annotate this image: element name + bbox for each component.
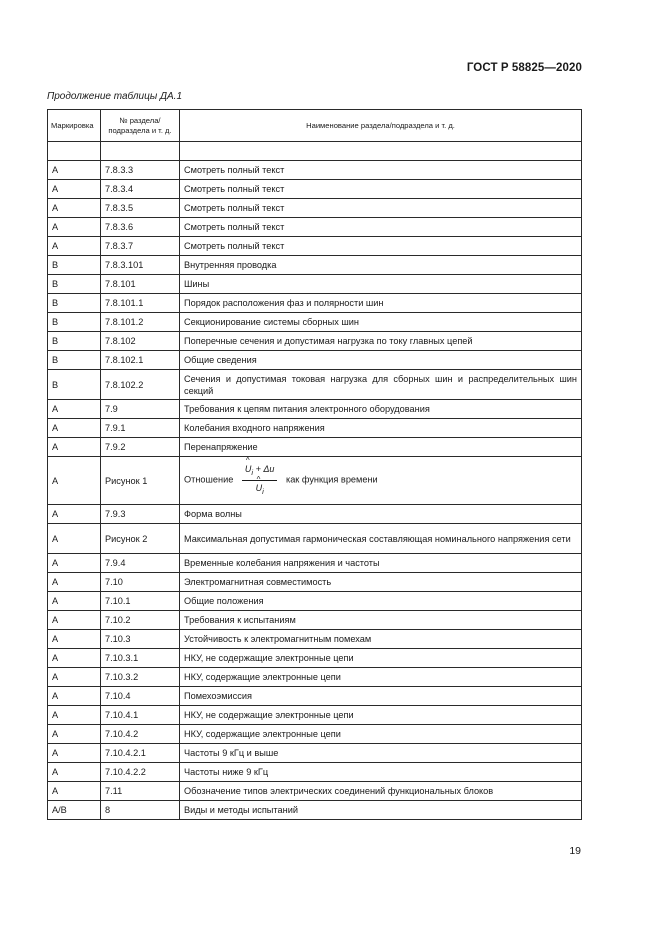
cell-marking: A: [48, 592, 101, 611]
cell-section-name: Помехоэмиссия: [180, 687, 582, 706]
cell-marking: A: [48, 725, 101, 744]
table-row: [48, 706, 582, 725]
cell-marking: A: [48, 457, 101, 505]
cell-section-name: Поперечные сечения и допустимая нагрузка по току главных цепей: [180, 332, 582, 351]
cell-section-name: Общие положения: [180, 592, 582, 611]
cell-section-number: 7.11: [101, 782, 180, 801]
cell-section-number: 7.10.3.1: [101, 649, 180, 668]
cell-marking: A/B: [48, 801, 101, 820]
table-row: [48, 649, 582, 668]
table-row: [48, 400, 582, 419]
cell-section-number: 8: [101, 801, 180, 820]
cell-marking: A: [48, 649, 101, 668]
cell-section-number: 7.10.4: [101, 687, 180, 706]
cell-section-name: Электромагнитная совместимость: [180, 573, 582, 592]
cell-section-number: 7.9.2: [101, 438, 180, 457]
cell-section-name: НКУ, содержащие электронные цепи: [180, 725, 582, 744]
table-row: [48, 438, 582, 457]
table-row: [48, 573, 582, 592]
cell-marking: B: [48, 256, 101, 275]
header-marking: Маркировка: [48, 110, 101, 142]
formula-suffix: как функция времени: [285, 474, 378, 485]
table-row: [48, 256, 582, 275]
table-header-row: [48, 110, 582, 142]
cell-marking: A: [48, 630, 101, 649]
cell-marking: A: [48, 763, 101, 782]
cell-section-number: 7.8.101.2: [101, 313, 180, 332]
cell-section-name: Устойчивость к электромагнитным помехам: [180, 630, 582, 649]
table-row: [48, 782, 582, 801]
cell-marking: A: [48, 744, 101, 763]
cell-marking: A: [48, 180, 101, 199]
cell-marking: A: [48, 438, 101, 457]
table-row: [48, 237, 582, 256]
cell-section-name: Порядок расположения фаз и полярности шин: [180, 294, 582, 313]
table-row: [48, 725, 582, 744]
cell-section-name: Требования к цепям питания электронного оборудования: [180, 400, 582, 419]
table-row: [48, 332, 582, 351]
cell-section-name: Колебания входного напряжения: [180, 419, 582, 438]
cell-section-name: Внутренняя проводка: [180, 256, 582, 275]
cell-marking: A: [48, 687, 101, 706]
cell-section-name: Шины: [180, 275, 582, 294]
page-number: 19: [569, 845, 581, 857]
table-row: [48, 161, 582, 180]
cell-section-number: 7.10.2: [101, 611, 180, 630]
cell-section-number: 7.10.4.2.2: [101, 763, 180, 782]
table-row: [48, 218, 582, 237]
cell-section-number: 7.8.3.3: [101, 161, 180, 180]
cell-section-number: 7.9.4: [101, 554, 180, 573]
cell-marking: B: [48, 294, 101, 313]
formula-denominator-variable: ^ U: [256, 482, 263, 494]
cell-marking: A: [48, 782, 101, 801]
cell-section-name: Требования к испытаниям: [180, 611, 582, 630]
voltage-ratio-formula: [242, 463, 278, 498]
table-row: [48, 687, 582, 706]
cell-section-name: Частоты ниже 9 кГц: [180, 763, 582, 782]
sections-table: [47, 109, 582, 820]
table-row: [48, 592, 582, 611]
cell-section-name: Перенапряжение: [180, 438, 582, 457]
table-row: [48, 180, 582, 199]
cell-section-number: 7.10.4.2.1: [101, 744, 180, 763]
cell-marking: A: [48, 400, 101, 419]
cell-marking: A: [48, 611, 101, 630]
cell-section-name: НКУ, не содержащие электронные цепи: [180, 706, 582, 725]
cell-marking: A: [48, 668, 101, 687]
cell-section-number: 7.8.102.1: [101, 351, 180, 370]
cell-section-number: 7.10.4.1: [101, 706, 180, 725]
cell-marking: A: [48, 505, 101, 524]
formula-denominator-subscript: i: [262, 486, 264, 496]
formula-denominator: [242, 481, 278, 498]
table-row: [48, 294, 582, 313]
cell-marking: B: [48, 332, 101, 351]
cell-section-number: 7.8.101: [101, 275, 180, 294]
cell-section-number: 7.9.3: [101, 505, 180, 524]
header-section-number: № раздела/ подраздела и т. д.: [101, 110, 180, 142]
table-row: [48, 275, 582, 294]
table-row: [48, 313, 582, 332]
cell-marking: B: [48, 313, 101, 332]
cell-marking: A: [48, 161, 101, 180]
cell-section-name: Частоты 9 кГц и выше: [180, 744, 582, 763]
formula-subscript: i: [251, 468, 254, 477]
document-code: ГОСТ Р 58825—2020: [466, 62, 582, 74]
cell-section-name: Общие сведения: [180, 351, 582, 370]
cell-marking: A: [48, 237, 101, 256]
cell-section-name: НКУ, содержащие электронные цепи: [180, 668, 582, 687]
table-row: [48, 370, 582, 400]
cell-section-number: 7.8.3.4: [101, 180, 180, 199]
header-separator: [48, 142, 582, 161]
table-row: [48, 763, 582, 782]
cell-section-number: 7.8.102.2: [101, 370, 180, 400]
cell-section-number: 7.10.4.2: [101, 725, 180, 744]
formula-prefix: Отношение: [184, 474, 234, 485]
cell-section-name: Обозначение типов электрических соединений функциональных блоков: [180, 782, 582, 801]
cell-section-number: 7.8.3.101: [101, 256, 180, 275]
cell-marking: A: [48, 218, 101, 237]
cell-section-number: Рисунок 2: [101, 524, 180, 554]
table-caption: Продолжение таблицы ДА.1: [47, 91, 183, 102]
cell-section-number: 7.9.1: [101, 419, 180, 438]
cell-section-number: 7.8.3.6: [101, 218, 180, 237]
cell-section-number: 7.8.102: [101, 332, 180, 351]
cell-section-number: 7.8.3.7: [101, 237, 180, 256]
cell-section-number: 7.10.3.2: [101, 668, 180, 687]
cell-section-name: Секционирование системы сборных шин: [180, 313, 582, 332]
table-row: [48, 668, 582, 687]
cell-marking: A: [48, 419, 101, 438]
cell-marking: A: [48, 199, 101, 218]
cell-section-name: Виды и методы испытаний: [180, 801, 582, 820]
cell-marking: B: [48, 370, 101, 400]
cell-section-number: 7.9: [101, 400, 180, 419]
table-row: [48, 505, 582, 524]
cell-section-name: Смотреть полный текст: [180, 237, 582, 256]
table-row: [48, 419, 582, 438]
cell-marking: A: [48, 524, 101, 554]
cell-section-name: НКУ, не содержащие электронные цепи: [180, 649, 582, 668]
cell-section-number: 7.8.3.5: [101, 199, 180, 218]
table-row: [48, 630, 582, 649]
table-row: [48, 199, 582, 218]
cell-section-name: Сечения и допустимая токовая нагрузка для сборных шин и распределительных шин секций: [180, 370, 582, 400]
formula-operator: + Δu: [255, 464, 275, 475]
cell-marking: A: [48, 573, 101, 592]
cell-section-name: Смотреть полный текст: [180, 161, 582, 180]
cell-section-name: Временные колебания напряжения и частоты: [180, 554, 582, 573]
cell-section-number: 7.10.1: [101, 592, 180, 611]
cell-section-name: Максимальная допустимая гармоническая составляющая номинального напряжения сети: [180, 524, 582, 554]
cell-section-name: Смотреть полный текст: [180, 199, 582, 218]
cell-section-number: 7.8.101.1: [101, 294, 180, 313]
table-row: [48, 611, 582, 630]
table-row: [48, 801, 582, 820]
cell-marking: A: [48, 706, 101, 725]
cell-section-number: 7.10.3: [101, 630, 180, 649]
cell-marking: A: [48, 554, 101, 573]
cell-section-number: 7.10: [101, 573, 180, 592]
table-row: [48, 457, 582, 505]
table-row: [48, 524, 582, 554]
cell-section-name: [180, 457, 582, 505]
cell-marking: B: [48, 351, 101, 370]
table-row: [48, 744, 582, 763]
cell-section-name: Смотреть полный текст: [180, 218, 582, 237]
header-section-name: Наименование раздела/подраздела и т. д.: [180, 110, 582, 142]
table-row: [48, 554, 582, 573]
cell-section-name: Смотреть полный текст: [180, 180, 582, 199]
cell-section-name: Форма волны: [180, 505, 582, 524]
formula-numerator-variable: ^ U: [245, 463, 252, 475]
cell-marking: B: [48, 275, 101, 294]
cell-section-number: Рисунок 1: [101, 457, 180, 505]
table-row: [48, 351, 582, 370]
